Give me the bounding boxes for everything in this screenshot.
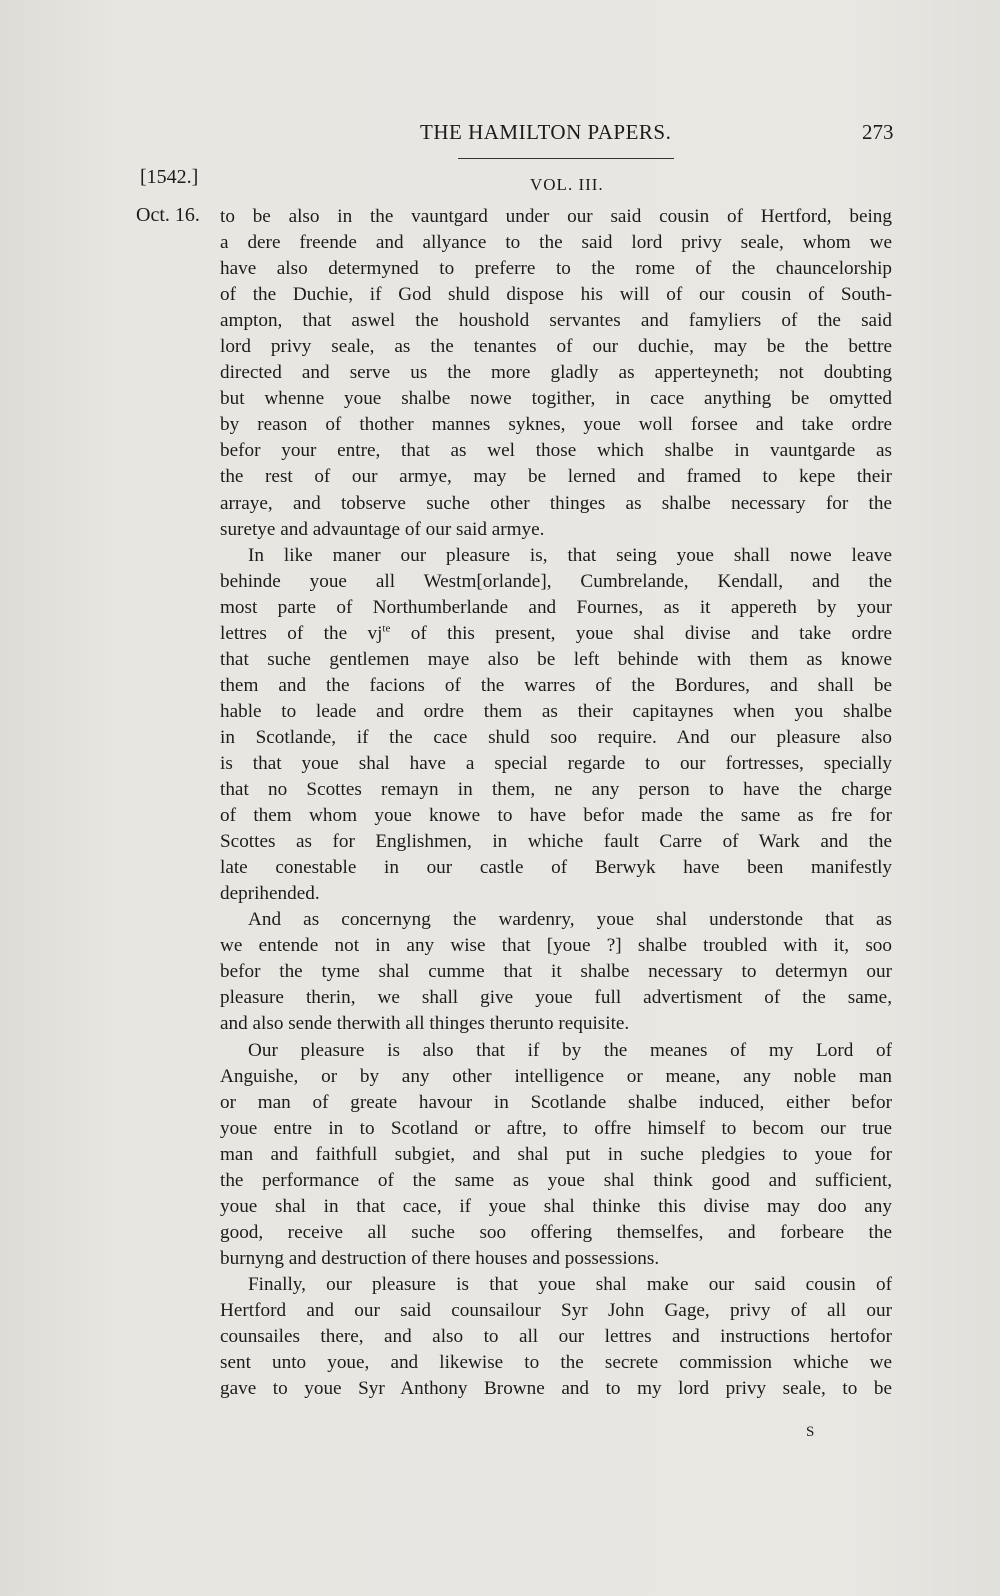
body-line: gave to youe Syr Anthony Browne and to my lord privy seale, to be xyxy=(220,1378,892,1400)
body-line: have also determyned to preferre to the rome of the chauncelorship xyxy=(220,258,892,280)
margin-date-note: Oct. 16. xyxy=(136,204,200,226)
body-line: Finally, our pleasure is that youe shal make our said cousin of xyxy=(248,1273,892,1295)
body-line: the performance of the same as youe shal think good and sufficient, xyxy=(220,1169,892,1191)
body-line: or man of greate havour in Scotlande shalbe induced, either befor xyxy=(220,1091,892,1113)
body-line: burnyng and destruction of there houses and possessions. xyxy=(220,1247,660,1269)
body-line: lord privy seale, as the tenantes of our duchie, may be the bettre xyxy=(220,336,892,358)
body-line: a dere freende and allyance to the said lord privy seale, whom we xyxy=(220,232,892,254)
body-line: hable to leade and ordre them as their capitaynes when you shalbe xyxy=(220,700,892,722)
page-number: 273 xyxy=(862,120,894,144)
body-line: by reason of thother mannes syknes, youe woll forsee and take ordre xyxy=(220,414,892,436)
running-head xyxy=(0,120,1000,150)
body-line xyxy=(220,621,892,647)
body-line-segment: lettres of the vj xyxy=(220,622,383,644)
body-line: good, receive all suche soo offering themselfes, and forbeare the xyxy=(220,1221,892,1243)
body-line: man and faithfull subgiet, and shal put in suche pledgies to youe for xyxy=(220,1143,892,1165)
body-line: Our pleasure is also that if by the meanes of my Lord of xyxy=(248,1039,892,1061)
body-line: of the Duchie, if God shuld dispose his will of our cousin of South- xyxy=(220,284,892,306)
letter-body-text xyxy=(220,204,892,1402)
body-line: youe shal in that cace, if youe shal thinke this divise may doo any xyxy=(220,1195,892,1217)
body-line: In like maner our pleasure is, that seing youe shall nowe leave xyxy=(248,544,892,566)
body-line: that no Scottes remayn in them, ne any person to have the charge xyxy=(220,779,892,801)
body-line: befor the tyme shal cumme that it shalbe necessary to determyn our xyxy=(220,961,892,983)
body-line: to be also in the vauntgard under our said cousin of Hertford, being xyxy=(220,206,892,227)
body-line-segment: of this present, youe shal divise and take ordre xyxy=(390,622,892,644)
running-title: THE HAMILTON PAPERS. xyxy=(420,120,672,144)
body-line: but whenne youe shalbe nowe togither, in cace anything be omytted xyxy=(220,388,892,410)
margin-year-note: [1542.] xyxy=(140,166,199,188)
body-line: deprihended. xyxy=(220,883,320,905)
body-line: of them whom youe knowe to have befor made the same as fre for xyxy=(220,805,892,827)
volume-label: VOL. III. xyxy=(530,175,604,194)
body-line: Scottes as for Englishmen, in whiche fault Carre of Wark and the xyxy=(220,831,892,853)
body-line: directed and serve us the more gladly as apperteyneth; not doubting xyxy=(220,362,892,384)
body-line: arraye, and tobserve suche other thinges as shalbe necessary for the xyxy=(220,492,892,514)
body-line: them and the facions of the warres of the Bordures, and shall be xyxy=(220,674,892,696)
body-line: pleasure therin, we shall give youe full advertisment of the same, xyxy=(220,987,892,1009)
body-line: counsailes there, and also to all our lettres and instructions hertofor xyxy=(220,1326,892,1348)
body-line: most parte of Northumberlande and Fournes, as it appereth by your xyxy=(220,596,892,618)
body-line: we entende not in any wise that [youe ?] shalbe troubled with it, soo xyxy=(220,935,892,957)
body-line: suretye and advauntage of our said armye. xyxy=(220,518,545,540)
body-line: that suche gentlemen maye also be left behinde with them as knowe xyxy=(220,648,892,670)
body-line: sent unto youe, and likewise to the secrete commission whiche we xyxy=(220,1352,892,1374)
body-line: is that youe shal have a special regarde to our fortresses, specially xyxy=(220,752,892,774)
body-line: and also sende therwith all thinges therunto requisite. xyxy=(220,1013,630,1035)
body-line: Hertford and our said counsailour Syr John Gage, privy of all our xyxy=(220,1299,892,1321)
body-line: befor your entre, that as wel those which shalbe in vauntgarde as xyxy=(220,440,892,462)
body-line: in Scotlande, if the cace shuld soo require. And our pleasure also xyxy=(220,726,892,748)
body-line: the rest of our armye, may be lerned and framed to kepe their xyxy=(220,466,892,488)
ordinal-superscript: te xyxy=(382,622,391,635)
body-line: And as concernyng the wardenry, youe shal understonde that as xyxy=(248,909,892,931)
signature-mark: S xyxy=(806,1424,816,1440)
body-line: behinde youe all Westm[orlande], Cumbrelande, Kendall, and the xyxy=(220,570,892,592)
body-line: youe entre in to Scotland or aftre, to offre himself to becom our true xyxy=(220,1117,892,1139)
header-rule xyxy=(458,158,674,159)
body-line: Anguishe, or by any other intelligence or meane, any noble man xyxy=(220,1065,892,1087)
body-line: late conestable in our castle of Berwyk have been manifestly xyxy=(220,857,892,879)
body-line: ampton, that aswel the houshold servantes and famyliers of the said xyxy=(220,310,892,332)
